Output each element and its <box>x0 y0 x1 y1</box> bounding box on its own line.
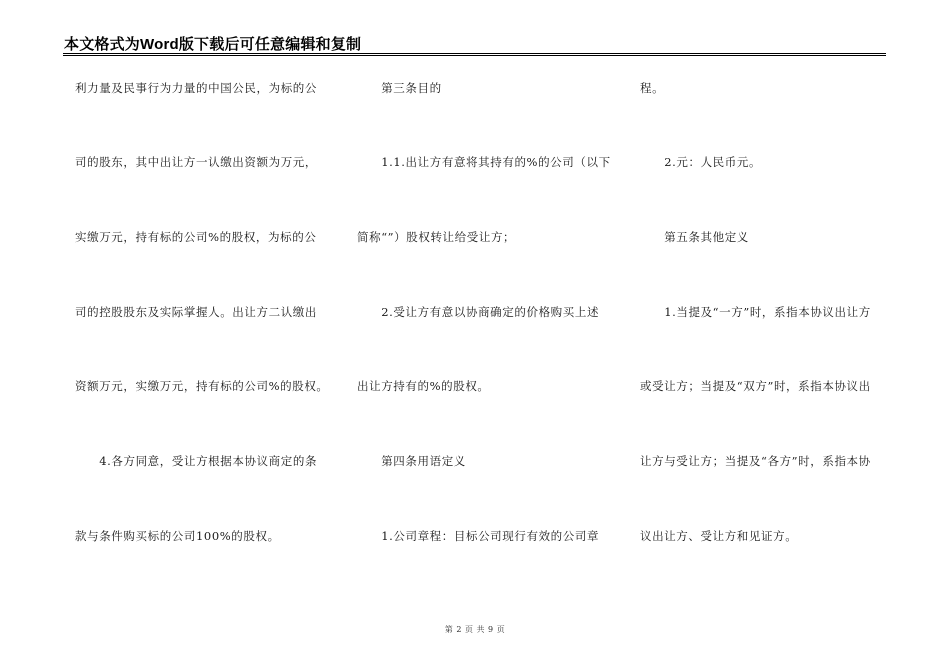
body-text-line: 议出让方、受让方和见证方。 <box>640 529 798 543</box>
body-text-line: 司的控股股东及实际掌握人。出让方二认缴出 <box>75 305 317 319</box>
body-text-line: 2.受让方有意以协商确定的价格购买上述 <box>357 305 600 319</box>
section-heading: 第四条用语定义 <box>357 454 466 468</box>
section-heading: 第五条其他定义 <box>640 230 749 244</box>
text-column-1 <box>75 0 345 672</box>
body-text-line: 实缴万元，持有标的公司%的股权，为标的公 <box>75 230 317 244</box>
body-text-line: 出让方持有的%的股权。 <box>357 379 490 393</box>
body-text-line: 1.当提及“一方”时，系指本协议出让方 <box>640 305 871 319</box>
body-text-line: 4.各方同意，受让方根据本协议商定的条 <box>75 454 318 468</box>
body-text-line: 款与条件购买标的公司100%的股权。 <box>75 529 280 543</box>
body-text-line: 或受让方；当提及“双方”时，系指本协议出 <box>640 379 871 393</box>
document-header-title: 本文格式为Word版下载后可任意编辑和复制 <box>64 36 362 53</box>
body-text-line: 程。 <box>640 81 665 95</box>
page-number-footer: 第 2 页 共 9 页 <box>444 625 506 634</box>
body-text-line: 让方与受让方；当提及“各方”时，系指本协 <box>640 454 871 468</box>
section-heading: 第三条目的 <box>357 81 442 95</box>
body-text-line: 司的股东，其中出让方一认缴出资额为万元， <box>75 155 317 169</box>
body-text-line: 1.1.出让方有意将其持有的%的公司（以下 <box>357 155 611 169</box>
body-text-line: 利力量及民事行为力量的中国公民，为标的公 <box>75 81 317 95</box>
body-text-line: 1.公司章程：目标公司现行有效的公司章 <box>357 529 600 543</box>
text-column-3 <box>640 0 910 672</box>
body-text-line: 资额万元，实缴万元，持有标的公司%的股权。 <box>75 379 329 393</box>
text-column-2 <box>357 0 627 672</box>
body-text-line: 2.元：人民币元。 <box>640 155 762 169</box>
body-text-line: 简称“”）股权转让给受让方； <box>357 230 516 244</box>
